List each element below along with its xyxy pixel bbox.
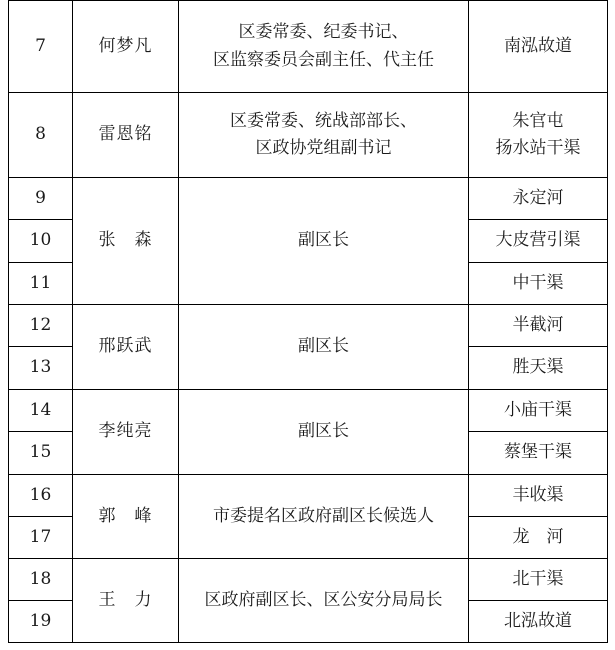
position-line: 区政协党组副书记: [255, 138, 392, 158]
river-name: 扬水站干渠: [495, 138, 581, 158]
river-name: 中干渠: [469, 263, 608, 305]
row-number: 19: [9, 601, 73, 643]
river-name: 南泓故道: [469, 1, 608, 93]
river-name: 蔡堡干渠: [469, 432, 608, 475]
row-number: 15: [9, 432, 73, 475]
row-number: 16: [9, 475, 73, 517]
row-number: 8: [9, 93, 73, 178]
position-cell: [179, 559, 469, 643]
row-number: 14: [9, 390, 73, 432]
position-line: 区监察委员会副主任、代主任: [213, 49, 434, 70]
river-name: 北泓故道: [469, 601, 608, 643]
river-name: 胜天渠: [469, 347, 608, 390]
position-line: 副区长: [298, 421, 349, 442]
river-cell: [469, 93, 608, 178]
position-cell: [179, 390, 469, 475]
position-cell: [179, 93, 469, 178]
river-name: 朱官屯: [512, 110, 564, 131]
row-number: 11: [9, 263, 73, 305]
row-number: 7: [9, 1, 73, 93]
position-line: 副区长: [298, 336, 349, 357]
table-row: [9, 390, 608, 432]
position-line: 区委常委、统战部部长、: [230, 110, 417, 131]
table-row: [9, 178, 608, 220]
river-name: 永定河: [469, 178, 608, 220]
position-cell: [179, 178, 469, 305]
table-row: [9, 475, 608, 517]
person-name: 李纯亮: [73, 390, 179, 475]
row-number: 12: [9, 305, 73, 347]
position-line: 区政府副区长、区公安分局局长: [204, 589, 443, 610]
person-name: 王 力: [73, 559, 179, 643]
position-cell: [179, 475, 469, 559]
table-row: [9, 1, 608, 93]
person-name: 何梦凡: [73, 1, 179, 93]
person-name: 张 森: [73, 178, 179, 305]
row-number: 9: [9, 178, 73, 220]
river-name: 半截河: [469, 305, 608, 347]
row-number: 13: [9, 347, 73, 390]
person-name: 郭 峰: [73, 475, 179, 559]
table-row: [9, 305, 608, 347]
river-name: 小庙干渠: [469, 390, 608, 432]
row-number: 10: [9, 220, 73, 263]
position-cell: [179, 1, 469, 93]
river-chief-table: [8, 0, 608, 643]
table-row: [9, 93, 608, 178]
person-name: 邢跃武: [73, 305, 179, 390]
position-line: 副区长: [298, 230, 349, 251]
row-number: 18: [9, 559, 73, 601]
position-line: 区委常委、纪委书记、: [238, 22, 409, 43]
table-row: [9, 559, 608, 601]
position-line: 市委提名区政府副区长候选人: [213, 505, 434, 526]
river-name: 大皮营引渠: [469, 220, 608, 263]
position-cell: [179, 305, 469, 390]
row-number: 17: [9, 517, 73, 559]
person-name: 雷恩铭: [73, 93, 179, 178]
river-name: 丰收渠: [469, 475, 608, 517]
river-name: 龙 河: [469, 517, 608, 559]
river-name: 北干渠: [469, 559, 608, 601]
